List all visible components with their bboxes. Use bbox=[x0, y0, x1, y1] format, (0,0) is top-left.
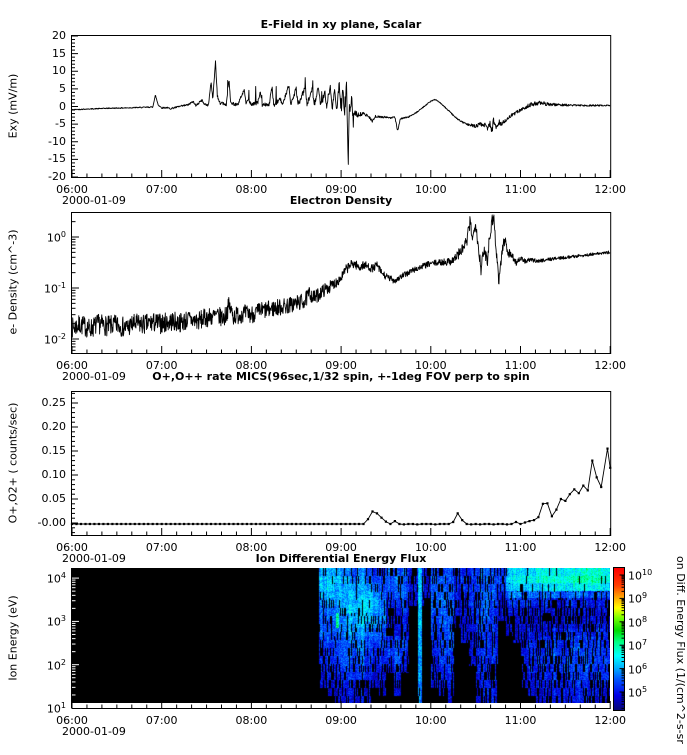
efield-data-line bbox=[72, 61, 610, 165]
orate-y-axis-label: O+,O2+ ( counts/sec) bbox=[6, 402, 20, 524]
y-tick-label: 0.10 bbox=[41, 468, 66, 481]
edensity-title: Electron Density bbox=[289, 194, 393, 207]
x-tick-label: 09:00 bbox=[325, 359, 357, 372]
y-tick-label: $10^2$ bbox=[46, 657, 66, 673]
edensity-data-line bbox=[72, 215, 610, 338]
x-tick-label: 11:00 bbox=[504, 714, 537, 727]
y-tick-label: $10^{-2}$ bbox=[44, 332, 66, 347]
x-tick-label: 06:00 bbox=[56, 541, 88, 554]
colorbar-axis-label: on Diff. Energy Flux (1/(cm^2-s-sr bbox=[674, 556, 687, 744]
x-tick-label: 09:00 bbox=[325, 714, 357, 727]
x-tick-label: 08:00 bbox=[235, 359, 268, 372]
x-tick-label: 10:00 bbox=[414, 183, 447, 196]
x-tick-label: 06:00 bbox=[56, 183, 88, 196]
y-tick-label: -0.00 bbox=[37, 516, 66, 529]
y-tick-label: $10^4$ bbox=[46, 571, 66, 586]
efield-date-label: 2000-01-09 bbox=[62, 194, 126, 207]
plot-frame bbox=[72, 213, 611, 354]
edensity-date-label: 2000-01-09 bbox=[62, 370, 126, 383]
plot-frame bbox=[72, 392, 611, 536]
x-tick-label: 06:00 bbox=[56, 359, 88, 372]
x-tick-label: 10:00 bbox=[414, 359, 447, 372]
y-tick-label: 0.05 bbox=[41, 492, 66, 505]
efield-title: E-Field in xy plane, Scalar bbox=[260, 18, 422, 31]
y-tick-label: -15 bbox=[48, 152, 66, 166]
x-tick-label: 12:00 bbox=[594, 183, 627, 196]
x-tick-label: 11:00 bbox=[504, 359, 537, 372]
x-tick-label: 12:00 bbox=[594, 359, 627, 372]
colorbar-tick-label: $10^7$ bbox=[628, 638, 648, 653]
efield-y-axis-label: Exy (mV/m) bbox=[6, 73, 20, 139]
orate-data-line bbox=[72, 449, 610, 525]
ionflux-title: Ion Differential Energy Flux bbox=[255, 552, 427, 565]
x-tick-label: 09:00 bbox=[325, 183, 357, 196]
y-tick-label: $10^3$ bbox=[46, 614, 66, 630]
x-tick-label: 08:00 bbox=[235, 714, 268, 727]
x-tick-label: 08:00 bbox=[235, 183, 268, 196]
y-tick-label: -5 bbox=[55, 117, 66, 131]
orate-date-label: 2000-01-09 bbox=[62, 552, 126, 565]
y-tick-label: 20 bbox=[52, 29, 66, 42]
x-tick-label: 10:00 bbox=[414, 714, 447, 727]
x-tick-label: 12:00 bbox=[594, 541, 627, 554]
y-tick-label: 5 bbox=[59, 81, 66, 95]
x-tick-label: 07:00 bbox=[145, 541, 178, 554]
y-tick-label: $10^1$ bbox=[46, 701, 66, 716]
y-tick-label: -20 bbox=[48, 170, 66, 183]
x-tick-label: 09:00 bbox=[325, 541, 357, 554]
orate-title: O+,O++ rate MICS(96sec,1/32 spin, +-1deg FOV perp to spin bbox=[152, 370, 530, 383]
ionflux-date-label: 2000-01-09 bbox=[62, 725, 126, 738]
y-tick-label: 0 bbox=[59, 99, 66, 113]
y-tick-label: 0.20 bbox=[41, 420, 66, 433]
y-tick-label: $10^0$ bbox=[46, 230, 66, 245]
colorbar-tick-label: $10^5$ bbox=[628, 685, 648, 700]
colorbar-tick-label: $10^8$ bbox=[628, 614, 648, 630]
ionflux-y-axis-label: Ion Energy (eV) bbox=[6, 595, 20, 681]
orate-data-markers bbox=[71, 448, 611, 526]
edensity-y-axis-label: e- Density (cm^-3) bbox=[6, 229, 20, 335]
colorbar-frame bbox=[614, 568, 625, 711]
x-tick-label: 11:00 bbox=[504, 541, 537, 554]
colorbar-tick-label: $10^9$ bbox=[628, 591, 648, 607]
y-tick-label: 0.25 bbox=[41, 396, 66, 409]
x-tick-label: 11:00 bbox=[504, 183, 537, 196]
y-tick-label: -10 bbox=[48, 134, 66, 148]
colorbar-tick-label: $10^{10}$ bbox=[628, 568, 653, 583]
x-tick-label: 07:00 bbox=[145, 359, 178, 372]
x-tick-label: 12:00 bbox=[594, 714, 627, 727]
y-tick-label: 0.15 bbox=[41, 444, 66, 457]
x-tick-label: 06:00 bbox=[56, 714, 88, 727]
y-tick-label: 10 bbox=[52, 64, 66, 78]
colorbar-tick-label: $10^6$ bbox=[628, 661, 648, 677]
x-tick-label: 07:00 bbox=[145, 714, 178, 727]
x-tick-label: 07:00 bbox=[145, 183, 178, 196]
x-tick-label: 10:00 bbox=[414, 541, 447, 554]
y-tick-label: $10^{-1}$ bbox=[44, 281, 66, 296]
x-tick-label: 08:00 bbox=[235, 541, 268, 554]
y-tick-label: 15 bbox=[52, 46, 66, 60]
